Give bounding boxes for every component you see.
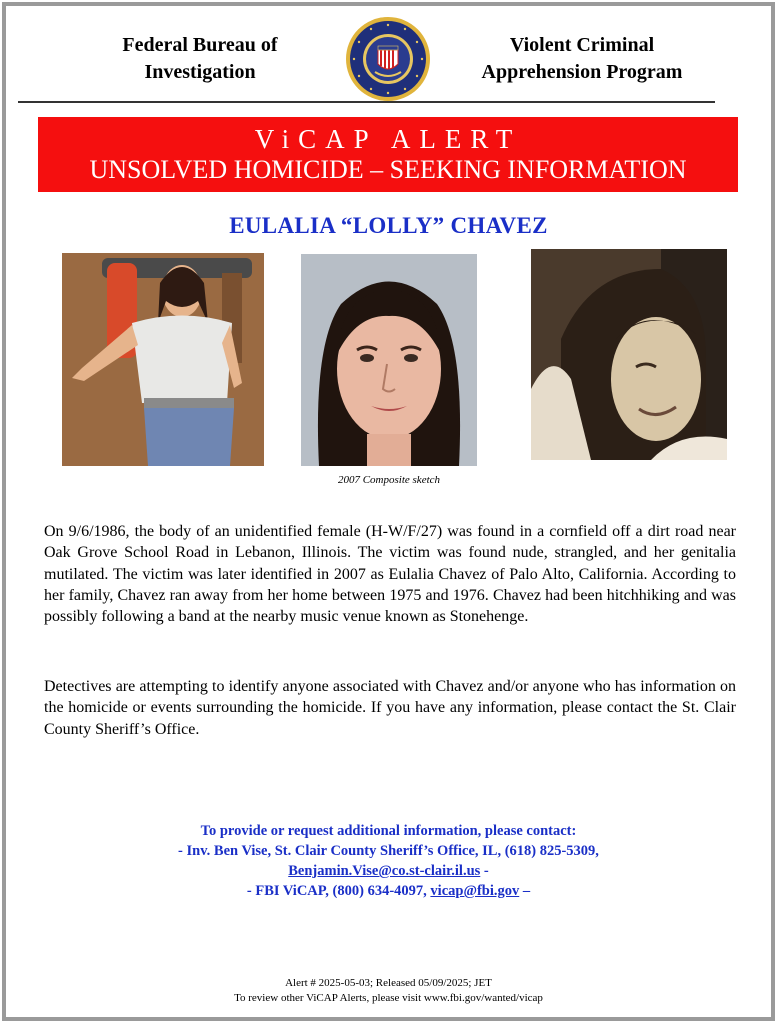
- alert-banner: [38, 117, 738, 192]
- sheriff-email-link[interactable]: Benjamin.Vise@co.st-clair.il.us: [288, 863, 481, 879]
- contact-email-suffix: -: [480, 863, 489, 879]
- header-agency-line-2: Investigation: [144, 61, 256, 83]
- contact-block: [0, 821, 777, 901]
- contact-heading: To provide or request additional information, please contact:: [200, 823, 577, 839]
- photo-caption: 2007 Composite sketch: [337, 474, 441, 486]
- fbi-email-link[interactable]: vicap@fbi.gov: [430, 883, 520, 899]
- header-program-line-1: Violent Criminal: [509, 34, 655, 56]
- header-agency-line-1: Federal Bureau of: [122, 34, 278, 56]
- header-program: [460, 32, 704, 86]
- victim-name: EULALIA “LOLLY” CHAVEZ: [229, 213, 548, 238]
- header-divider: [18, 101, 715, 103]
- case-summary-paragraph: On 9/6/1986, the body of an unidentified female (H-W/F/27) was found in a cornfield off a dirt road near Oak Grove School Road in Lebanon, Illinois. The victim was found nude, strangled, and her genitalia mutilated. The victim was later identified in 2007 as Eulalia Chavez of Palo Alto, California. According to her family, Chavez ran away from her home between 1975 and 1976. Chavez had been hitchhiking and was possibly following a band at the nearby music venue known as Stonehenge.: [44, 523, 736, 626]
- alert-number: Alert # 2025-05-03; Released 05/09/2025; JET: [285, 977, 492, 989]
- contact-line-fbi: [0, 881, 777, 901]
- vicap-website-note: To review other ViCAP Alerts, please visit www.fbi.gov/wanted/vicap: [234, 992, 543, 1004]
- header-program-line-2: Apprehension Program: [481, 61, 683, 83]
- contact-fbi-text: - FBI ViCAP, (800) 634-4097,: [246, 883, 431, 899]
- contact-fbi-suffix: –: [519, 883, 531, 899]
- fbi-seal-icon: [345, 16, 431, 102]
- victim-photo-1: [62, 253, 264, 466]
- banner-subtitle: UNSOLVED HOMICIDE – SEEKING INFORMATION: [89, 155, 687, 184]
- header-agency: [100, 32, 300, 86]
- footer: [0, 976, 777, 1006]
- banner-title: ViCAP ALERT: [254, 124, 522, 154]
- request-paragraph: Detectives are attempting to identify anyone associated with Chavez and/or anyone who has information on the homicide or events surrounding the homicide. If you have any information, please contact the St. Clair County Sheriff’s Office.: [44, 678, 736, 738]
- contact-email-line: [0, 861, 777, 881]
- contact-line-sheriff: - Inv. Ben Vise, St. Clair County Sheriff’s Office, IL, (618) 825-5309,: [178, 843, 599, 859]
- victim-photo-2: [531, 249, 727, 460]
- composite-sketch: [301, 254, 477, 466]
